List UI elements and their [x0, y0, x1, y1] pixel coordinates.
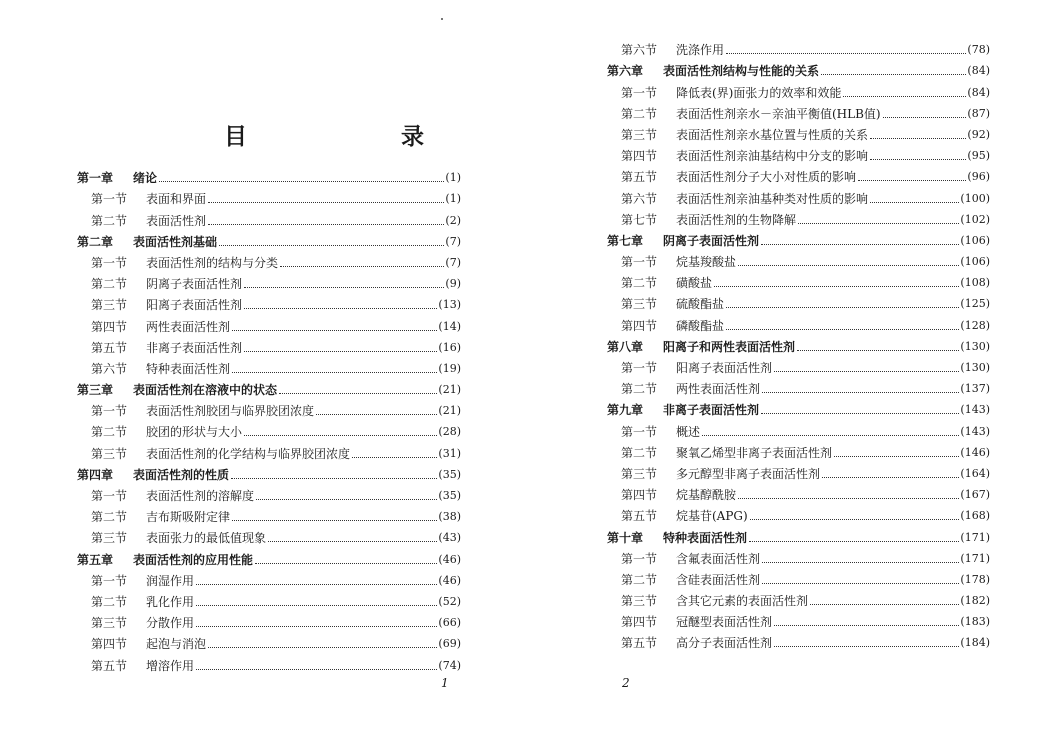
entry-number: 第二节 — [621, 106, 658, 121]
toc-section-entry — [77, 609, 461, 630]
entry-title: 含氟表面活性剂 — [676, 551, 761, 566]
toc-section-entry — [77, 630, 461, 651]
entry-title: 吉布斯吸附定律 — [146, 510, 231, 525]
entry-page-number: (92) — [967, 127, 990, 141]
entry-number: 第一节 — [621, 255, 658, 270]
entry-page-number: (95) — [967, 149, 990, 163]
entry-number: 第三节 — [621, 297, 658, 312]
toc-section-entry — [607, 375, 990, 396]
dot-leader — [208, 224, 444, 225]
dot-leader — [822, 477, 959, 478]
entry-page-number: (84) — [967, 64, 990, 78]
entry-number: 第三章 — [77, 383, 114, 398]
entry-number: 第三节 — [91, 446, 128, 461]
entry-title: 多元醇型非离子表面活性剂 — [676, 466, 821, 481]
dot-leader — [774, 646, 959, 647]
toc-chapter-entry — [77, 461, 461, 482]
entry-number: 第四节 — [621, 488, 658, 503]
entry-page-number: (9) — [445, 277, 461, 291]
toc-section-entry — [607, 184, 990, 205]
entry-page-number: (78) — [967, 43, 990, 57]
entry-page-number: (1) — [445, 192, 461, 206]
entry-title: 烷基羧酸盐 — [676, 255, 737, 270]
dot-leader — [750, 519, 960, 520]
entry-title: 润湿作用 — [146, 573, 195, 588]
toc-section-entry — [607, 78, 990, 99]
entry-title: 表面活性剂的溶解度 — [146, 489, 255, 503]
page-number: 1 — [441, 676, 449, 690]
entry-number: 第一节 — [91, 489, 128, 503]
toc-section-entry — [607, 417, 990, 438]
dot-leader — [196, 605, 437, 606]
entry-number: 第二节 — [621, 572, 658, 587]
dot-leader — [762, 583, 959, 584]
dot-leader — [208, 202, 444, 203]
toc-chapter-entry — [607, 333, 990, 354]
dot-leader — [762, 562, 959, 563]
dot-leader — [244, 435, 437, 436]
toc-section-entry — [607, 481, 990, 502]
scan-speck — [441, 18, 443, 20]
toc-chapter-entry — [607, 227, 990, 248]
entry-number: 第二节 — [621, 382, 658, 397]
entry-page-number: (69) — [438, 637, 461, 651]
entry-number: 第三节 — [91, 616, 128, 631]
entry-number: 第一节 — [621, 361, 658, 375]
entry-page-number: (2) — [445, 213, 461, 227]
entry-number: 第五节 — [621, 509, 658, 524]
entry-page-number: (102) — [960, 212, 990, 226]
entry-number: 第五节 — [621, 170, 658, 185]
dot-leader — [797, 350, 959, 351]
entry-title: 胶团的形状与大小 — [146, 425, 243, 440]
entry-title: 表面活性剂亲油基种类对性质的影响 — [676, 191, 869, 206]
dot-leader — [316, 414, 437, 415]
dot-leader — [268, 541, 437, 542]
toc-section-entry — [77, 397, 461, 418]
entry-page-number: (38) — [438, 510, 461, 524]
entry-number: 第七章 — [607, 233, 644, 248]
entry-number: 第二节 — [91, 277, 128, 292]
toc-section-entry — [77, 482, 461, 503]
entry-title: 含其它元素的表面活性剂 — [676, 594, 809, 609]
toc-section-entry — [607, 121, 990, 142]
toc-title: 目 录 — [224, 123, 460, 150]
toc-section-entry — [607, 587, 990, 608]
entry-number: 第三节 — [621, 127, 658, 142]
entry-page-number: (182) — [960, 594, 990, 608]
entry-number: 第五节 — [91, 340, 128, 355]
entry-page-number: (184) — [960, 636, 990, 650]
dot-leader — [774, 625, 959, 626]
dot-leader — [219, 245, 444, 246]
toc-list-right — [607, 36, 990, 650]
entry-number: 第六节 — [621, 43, 658, 58]
entry-page-number: (143) — [960, 403, 990, 417]
entry-number: 第三节 — [91, 531, 128, 546]
dot-leader — [714, 286, 959, 287]
dot-leader — [843, 96, 966, 97]
entry-title: 表面活性剂亲油基结构中分支的影响 — [676, 149, 869, 164]
toc-section-entry — [77, 185, 461, 206]
toc-section-entry — [77, 503, 461, 524]
entry-title: 概述 — [676, 424, 701, 439]
entry-page-number: (7) — [445, 234, 461, 248]
dot-leader — [231, 478, 437, 479]
dot-leader — [196, 669, 437, 670]
toc-section-entry — [607, 269, 990, 290]
dot-leader — [244, 308, 437, 309]
entry-number: 第一节 — [621, 85, 658, 100]
entry-number: 第六节 — [91, 361, 128, 376]
dot-leader — [255, 563, 437, 564]
entry-title: 高分子表面活性剂 — [676, 636, 773, 651]
entry-page-number: (106) — [960, 255, 990, 269]
toc-section-entry — [77, 355, 461, 376]
toc-section-entry — [607, 290, 990, 311]
toc-section-entry — [607, 629, 990, 650]
entry-number: 第一章 — [77, 171, 114, 186]
entry-number: 第一节 — [91, 404, 128, 419]
toc-section-entry — [77, 206, 461, 227]
toc-section-entry — [77, 291, 461, 312]
entry-page-number: (178) — [960, 572, 990, 586]
entry-title: 阳离子表面活性剂 — [676, 361, 773, 375]
toc-chapter-entry — [607, 523, 990, 544]
dot-leader — [196, 626, 437, 627]
entry-page-number: (43) — [438, 531, 461, 545]
entry-title: 表面活性剂的结构与分类 — [146, 255, 279, 270]
entry-title: 表面活性剂结构与性能的关系 — [663, 64, 820, 79]
entry-number: 第九章 — [607, 403, 644, 418]
entry-page-number: (171) — [960, 530, 990, 544]
entry-page-number: (143) — [960, 424, 990, 438]
entry-number: 第二节 — [91, 213, 128, 228]
toc-section-entry — [607, 248, 990, 269]
entry-title: 表面活性剂基础 — [133, 234, 218, 249]
toc-section-entry — [607, 163, 990, 184]
dot-leader — [738, 265, 959, 266]
entry-page-number: (21) — [438, 383, 461, 397]
entry-page-number: (31) — [438, 446, 461, 460]
dot-leader — [159, 181, 444, 182]
entry-page-number: (46) — [438, 573, 461, 587]
entry-number: 第二节 — [91, 510, 128, 525]
dot-leader — [749, 541, 959, 542]
toc-section-entry — [607, 206, 990, 227]
dot-leader — [834, 456, 959, 457]
toc-section-entry — [77, 418, 461, 439]
toc-chapter-entry — [77, 376, 461, 397]
entry-number: 第二章 — [77, 234, 114, 249]
entry-number: 第八章 — [607, 339, 644, 354]
toc-section-entry — [77, 312, 461, 333]
entry-title: 磷酸酯盐 — [676, 318, 725, 333]
dot-leader — [702, 435, 959, 436]
entry-title: 表面活性剂的生物降解 — [676, 212, 797, 227]
toc-section-entry — [607, 142, 990, 163]
toc-section-entry — [607, 460, 990, 481]
entry-page-number: (164) — [960, 466, 990, 480]
entry-number: 第三节 — [91, 298, 128, 313]
entry-page-number: (13) — [438, 298, 461, 312]
entry-number: 第四节 — [621, 149, 658, 164]
entry-page-number: (14) — [438, 319, 461, 333]
toc-section-entry — [77, 270, 461, 291]
entry-title: 非离子表面活性剂 — [663, 403, 760, 418]
entry-title: 表面活性剂亲水基位置与性质的关系 — [676, 127, 869, 142]
dot-leader — [761, 413, 959, 414]
entry-page-number: (35) — [438, 489, 461, 502]
entry-page-number: (84) — [967, 85, 990, 99]
dot-leader — [821, 74, 966, 75]
entry-number: 第二节 — [91, 594, 128, 609]
entry-title: 表面活性剂的应用性能 — [133, 552, 254, 567]
entry-page-number: (19) — [438, 361, 461, 375]
entry-number: 第一节 — [621, 424, 658, 439]
toc-section-entry — [77, 334, 461, 355]
entry-title: 烷基苷(APG) — [676, 509, 748, 524]
toc-section-entry — [607, 100, 990, 121]
dot-leader — [208, 647, 437, 648]
entry-page-number: (146) — [960, 445, 990, 459]
dot-leader — [352, 457, 437, 458]
entry-page-number: (52) — [438, 594, 461, 608]
entry-title: 特种表面活性剂 — [663, 530, 748, 545]
dot-leader — [883, 117, 967, 118]
entry-title: 表面活性剂亲水－亲油平衡值(HLB值) — [676, 106, 881, 121]
entry-page-number: (87) — [967, 106, 990, 120]
entry-page-number: (167) — [960, 488, 990, 502]
entry-page-number: (128) — [960, 318, 990, 332]
entry-title: 表面和界面 — [146, 192, 207, 207]
entry-page-number: (74) — [438, 658, 461, 672]
entry-title: 冠醚型表面活性剂 — [676, 615, 773, 630]
entry-number: 第三节 — [621, 466, 658, 481]
dot-leader — [870, 202, 959, 203]
entry-title: 降低表(界)面张力的效率和效能 — [676, 85, 842, 100]
entry-number: 第四节 — [621, 615, 658, 630]
entry-title: 分散作用 — [146, 616, 195, 631]
toc-section-entry — [77, 249, 461, 270]
entry-number: 第一节 — [91, 573, 128, 588]
dot-leader — [279, 393, 437, 394]
dot-leader — [232, 372, 437, 373]
dot-leader — [726, 307, 959, 308]
dot-leader — [256, 499, 437, 500]
entry-title: 含硅表面活性剂 — [676, 572, 761, 587]
dot-leader — [810, 604, 959, 605]
entry-page-number: (46) — [438, 552, 461, 566]
entry-title: 硫酸酯盐 — [676, 297, 725, 312]
dot-leader — [280, 266, 444, 267]
toc-section-entry — [607, 566, 990, 587]
entry-title: 洗涤作用 — [676, 43, 725, 58]
entry-page-number: (130) — [960, 339, 990, 353]
entry-page-number: (100) — [960, 191, 990, 205]
entry-page-number: (106) — [960, 233, 990, 247]
dot-leader — [738, 498, 959, 499]
toc-section-entry — [607, 354, 990, 375]
dot-leader — [798, 223, 959, 224]
dot-leader — [761, 244, 959, 245]
entry-number: 第七节 — [621, 212, 658, 227]
dot-leader — [774, 371, 959, 372]
dot-leader — [232, 520, 437, 521]
entry-page-number: (21) — [438, 404, 461, 418]
toc-chapter-entry — [607, 57, 990, 78]
toc-section-entry — [607, 545, 990, 566]
entry-page-number: (168) — [960, 509, 990, 523]
entry-page-number: (137) — [960, 382, 990, 396]
entry-title: 增溶作用 — [146, 658, 195, 673]
dot-leader — [858, 180, 966, 181]
entry-page-number: (108) — [960, 276, 990, 290]
right-page — [527, 0, 1054, 732]
toc-section-entry — [77, 588, 461, 609]
entry-number: 第一节 — [91, 192, 128, 207]
entry-title: 绪论 — [133, 171, 158, 186]
entry-title: 烷基醇酰胺 — [676, 488, 737, 503]
toc-chapter-entry — [77, 545, 461, 566]
entry-title: 两性表面活性剂 — [676, 382, 761, 397]
entry-number: 第六章 — [607, 64, 644, 79]
dot-leader — [726, 329, 959, 330]
entry-number: 第五章 — [77, 552, 114, 567]
entry-title: 阳离子和两性表面活性剂 — [663, 339, 796, 354]
toc-chapter-entry — [77, 164, 461, 185]
entry-title: 起泡与消泡 — [146, 637, 207, 652]
entry-number: 第一节 — [91, 255, 128, 270]
dot-leader — [244, 351, 437, 352]
toc-list-left — [77, 164, 461, 673]
entry-title: 表面活性剂的性质 — [133, 467, 230, 482]
toc-section-entry — [77, 651, 461, 672]
entry-number: 第四节 — [91, 319, 128, 334]
entry-number: 第二节 — [621, 276, 658, 291]
dot-leader — [726, 53, 966, 54]
toc-section-entry — [607, 502, 990, 523]
dot-leader — [870, 138, 966, 139]
toc-section-entry — [77, 567, 461, 588]
entry-number: 第四节 — [91, 637, 128, 652]
toc-chapter-entry — [77, 228, 461, 249]
entry-page-number: (125) — [960, 297, 990, 311]
entry-number: 第二节 — [621, 445, 658, 460]
toc-section-entry — [607, 608, 990, 629]
entry-page-number: (16) — [438, 340, 461, 354]
entry-page-number: (171) — [960, 551, 990, 565]
toc-section-entry — [607, 311, 990, 332]
entry-number: 第四章 — [77, 467, 114, 482]
entry-page-number: (1) — [445, 171, 461, 185]
entry-page-number: (35) — [438, 467, 461, 481]
entry-number: 第三节 — [621, 594, 658, 609]
entry-title: 表面活性剂在溶液中的状态 — [133, 383, 278, 398]
page-number: 2 — [622, 676, 630, 690]
entry-page-number: (66) — [438, 616, 461, 630]
entry-title: 表面活性剂的化学结构与临界胶团浓度 — [146, 446, 351, 461]
entry-page-number: (7) — [445, 255, 461, 269]
entry-page-number: (28) — [438, 425, 461, 439]
entry-title: 阳离子表面活性剂 — [146, 298, 243, 313]
toc-section-entry — [607, 439, 990, 460]
entry-title: 乳化作用 — [146, 594, 195, 609]
toc-section-entry — [607, 36, 990, 57]
entry-title: 磺酸盐 — [676, 276, 713, 291]
entry-title: 表面活性剂分子大小对性质的影响 — [676, 170, 857, 185]
entry-title: 特种表面活性剂 — [146, 361, 231, 376]
entry-number: 第十章 — [607, 530, 644, 545]
entry-title: 阴离子表面活性剂 — [146, 277, 243, 292]
entry-title: 非离子表面活性剂 — [146, 340, 243, 355]
entry-title: 两性表面活性剂 — [146, 319, 231, 334]
entry-title: 阴离子表面活性剂 — [663, 233, 760, 248]
entry-page-number: (130) — [960, 361, 990, 374]
dot-leader — [244, 287, 444, 288]
toc-section-entry — [77, 439, 461, 460]
entry-number: 第五节 — [621, 636, 658, 651]
entry-number: 第五节 — [91, 658, 128, 673]
entry-number: 第一节 — [621, 551, 658, 566]
entry-number: 第六节 — [621, 191, 658, 206]
entry-number: 第四节 — [621, 318, 658, 333]
entry-title: 聚氧乙烯型非离子表面活性剂 — [676, 445, 833, 460]
dot-leader — [232, 330, 437, 331]
entry-title: 表面张力的最低值现象 — [146, 531, 267, 546]
entry-page-number: (96) — [967, 170, 990, 184]
toc-section-entry — [77, 524, 461, 545]
entry-title: 表面活性剂胶团与临界胶团浓度 — [146, 404, 315, 419]
entry-page-number: (183) — [960, 615, 990, 629]
dot-leader — [196, 584, 437, 585]
dot-leader — [870, 159, 966, 160]
dot-leader — [762, 392, 959, 393]
entry-title: 表面活性剂 — [146, 213, 207, 228]
entry-number: 第二节 — [91, 425, 128, 440]
toc-chapter-entry — [607, 396, 990, 417]
